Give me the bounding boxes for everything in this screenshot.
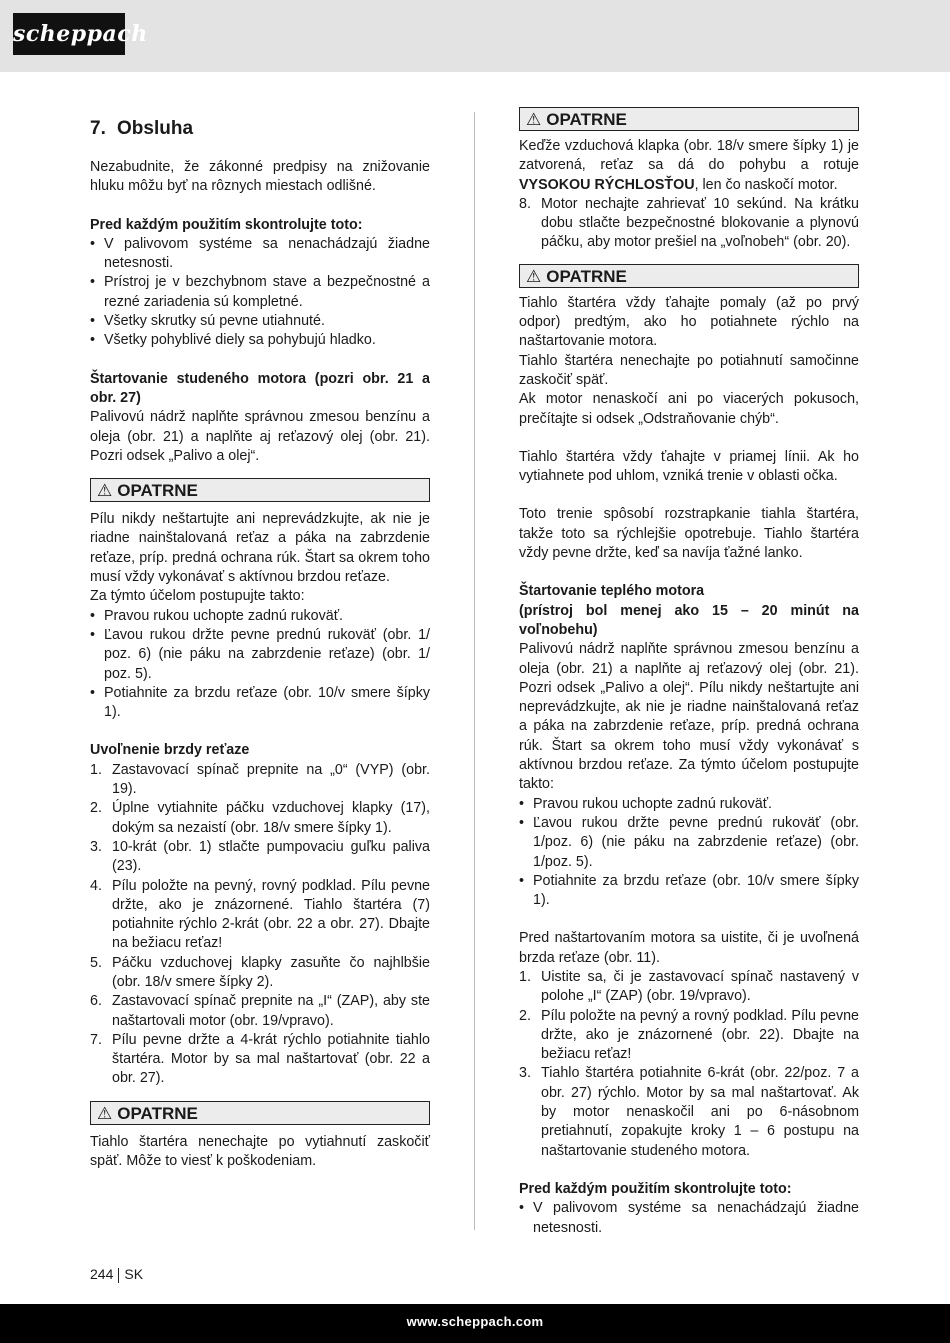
list-item: 7. Pílu pevne držte a 4-krát rýchlo potiahnite tiahlo štartéra. Motor by sa mal naštartovať (obr. 22 a obr. 27). [90, 1031, 430, 1087]
list-item: • Potiahnite za brzdu reťaze (obr. 10/v smere šípky 1). [90, 684, 430, 721]
check-heading: Pred každým použitím skontrolujte toto: [519, 1180, 792, 1197]
caution-box: ⚠ OPATRNE [519, 264, 859, 288]
list-item: • Potiahnite za brzdu reťaze (obr. 10/v smere šípky 1). [519, 872, 859, 909]
section-heading [90, 117, 430, 141]
list-item: 4. Pílu položte na pevný, rovný podklad. Pílu pevne držte, ako je znázornené. Tiahlo štartéra (7) potiahnite rýchlo 2-krát (obr. 22 a obr. 27). Dbajte na bežiacu reťaz! [90, 877, 430, 952]
top-bar [0, 0, 950, 72]
website-link[interactable]: www.scheppach.com [406, 1314, 544, 1329]
caution-text: Pílu nikdy neštartujte ani neprevádzkujte, ak nie je riadne nainštalovaná reťaz a páka na zabrzdenie reťaze, príp. predná ochrana rúk. Štart sa okrem toho musí vždy vykonávať s aktívnou brzdou reťaze. [90, 511, 430, 586]
caution-text: Toto trenie spôsobí rozstrapkanie tiahla štartéra, takže toto sa rýchlejšie opotrebuje. Tiahlo štartéra vždy pevne držte, keď sa navíja ťažné lanko. [519, 506, 859, 562]
page-number: 244 SK [90, 1266, 144, 1282]
warning-triangle-icon: ⚠ [526, 266, 542, 286]
warm-steps-list [519, 968, 859, 1161]
left-column [90, 117, 430, 1171]
column-divider [474, 112, 475, 1230]
list-item: • Ľavou rukou držte pevne prednú rukoväť (obr. 1/poz. 6) (nie páku na zabrzdenie reťaze) (obr. 1/poz. 5). [519, 814, 859, 870]
section-number: 7. [90, 118, 106, 139]
right-column [519, 107, 859, 1238]
caution-text: Ak motor nenaskočí ani po viacerých pokusoch, prečítajte si odsek „Odstraňovanie chýb“. [519, 391, 859, 427]
brake-release-heading: Uvoľnenie brzdy reťaze [90, 742, 250, 759]
section-title: Obsluha [117, 118, 194, 139]
list-item: • Pravou rukou uchopte zadnú rukoväť. [90, 607, 344, 624]
cold-start-heading: Štartovanie studeného motora (pozri obr. 21 a obr. 27) [90, 370, 430, 406]
list-item: 3. Tiahlo štartéra potiahnite 6-krát (obr. 22/poz. 7 a obr. 27) rýchlo. Motor by sa mal naštartovať. Ak by motor nenaskočil ani po 6-násobnom pretiahnutí, zopakujte kroky 1 – 6 postupu na naštartovanie studeného motora. [519, 1065, 859, 1159]
list-item: 8. Motor nechajte zahrievať 10 sekúnd. Na krátku dobu stlačte bezpečnostné blokovanie a plynovú páčku, aby motor prešiel na „voľnobeh“ (obr. 20). [519, 195, 859, 251]
warm-start-heading: Štartovanie teplého motora [519, 583, 705, 600]
brand-logo: scheppach [13, 13, 125, 55]
list-item: • Všetky pohyblivé diely sa pohybujú hladko. [90, 332, 376, 349]
warm-start-text: Palivovú nádrž naplňte správnou zmesou benzínu a oleja (obr. 21) a naplňte aj reťazový olej (obr. 21). Pozri odsek „Palivo a olej“. Pílu nikdy neštartujte ani neprevádzkujte, ak nie je riadne nainštalovaná reťaz a páka na zabrzdenie reťaze, príp. predná ochrana rúk. Štart sa okrem toho musí vždy vykonávať s aktívnou brzdou reťaze. Za týmto účelom postupujte takto: [519, 641, 859, 793]
check-heading: Pred každým použitím skontrolujte toto: [90, 216, 363, 233]
warm-start-list [519, 795, 859, 911]
caution-box: ⚠ OPATRNE [519, 107, 859, 131]
caution-text: Tiahlo štartéra vždy ťahajte v priamej línii. Ak ho vytiahnete pod uhlom, vzniká trenie v oblasti očka. [519, 448, 859, 485]
list-item: 2. Úplne vytiahnite páčku vzduchovej klapky (17), dokým sa nezaistí (obr. 18/v smere šípky 1). [90, 800, 430, 836]
list-item: • Pravou rukou uchopte zadnú rukoväť. [519, 795, 773, 812]
caution-text: Tiahlo štartéra nenechajte po vytiahnutí zaskočiť späť. Môže to viesť k poškodeniam. [90, 1133, 430, 1170]
cold-start-text: Palivovú nádrž naplňte správnou zmesou benzínu a oleja (obr. 21) a naplňte aj reťazový olej (obr. 21). Pozri odsek „Palivo a olej“. [90, 409, 430, 464]
caution-text-2: Za týmto účelom postupujte takto: [90, 588, 305, 605]
list-item: 6. Zastavovací spínač prepnite na „I“ (ZAP), aby ste naštartovali motor (obr. 19/vpravo). [90, 993, 430, 1029]
warning-triangle-icon: ⚠ [526, 110, 542, 129]
list-item: • V palivovom systéme sa nenachádzajú žiadne netesnosti. [519, 1200, 859, 1236]
list-item: 2. Pílu položte na pevný a rovný podklad. Pílu pevne držte, ako je znázornené (obr. 22). Dbajte na bežiacu reťaz! [519, 1007, 859, 1063]
caution-list [90, 607, 430, 723]
list-item: • Ľavou rukou držte pevne prednú rukoväť (obr. 1/ poz. 6) (nie páku na zabrzdenie reťaze) (obr. 1/ poz. 5). [90, 626, 430, 682]
caution-text: Keďže vzduchová klapka (obr. 18/v smere šípky 1) je zatvorená, reťaz sa dá do pohybu a rotuje VYSOKOU RÝCHLOSŤOU, len čo naskočí motor. [519, 138, 859, 193]
list-item: 5. Páčku vzduchovej klapky zasuňte čo najhlbšie (obr. 18/v smere šípky 2). [90, 954, 430, 990]
list-item: • Všetky skrutky sú pevne utiahnuté. [90, 313, 325, 330]
list-item: • Prístroj je v bezchybnom stave a bezpečnostné a rezné zariadenia sú kompletné. [90, 274, 430, 310]
brake-steps-list [90, 761, 430, 1089]
warning-triangle-icon: ⚠ [97, 1103, 113, 1123]
page-separator [118, 1268, 119, 1283]
bottom-bar [0, 1304, 950, 1343]
caution-box: ⚠ OPATRNE [90, 478, 430, 502]
caution-text: Tiahlo štartéra nenechajte po potiahnutí samočinne zaskočiť späť. [519, 352, 859, 388]
list-item: • V palivovom systéme sa nenachádzajú žiadne netesnosti. [90, 235, 430, 272]
warning-triangle-icon: ⚠ [97, 481, 113, 501]
list-item: 1. Uistite sa, či je zastavovací spínač nastavený v polohe „I“ (ZAP) (obr. 19/vpravo). [519, 968, 859, 1005]
intro-paragraph: Nezabudnite, že zákonné predpisy na znižovanie hluku môžu byť na rôznych miestach odlišné. [90, 159, 430, 195]
caution-box: ⚠ OPATRNE [90, 1101, 430, 1125]
list-item: 3. 10-krát (obr. 1) stlačte pumpovaciu guľku paliva (23). [90, 838, 430, 875]
warm-start-subheading: (prístroj bol menej ako 15 – 20 minút na voľnobehu) [519, 602, 859, 638]
list-item: 1. Zastavovací spínač prepnite na „0“ (VYP) (obr. 19). [90, 761, 430, 798]
before-start-text: Pred naštartovaním motora sa uistite, či je uvoľnená brzda reťaze (obr. 11). [519, 930, 859, 966]
caution-text: Tiahlo štartéra vždy ťahajte pomaly (až po prvý odpor) predtým, ako ho potiahnete rýchlo na naštartovanie motora. [519, 294, 859, 350]
check-list [90, 235, 430, 351]
